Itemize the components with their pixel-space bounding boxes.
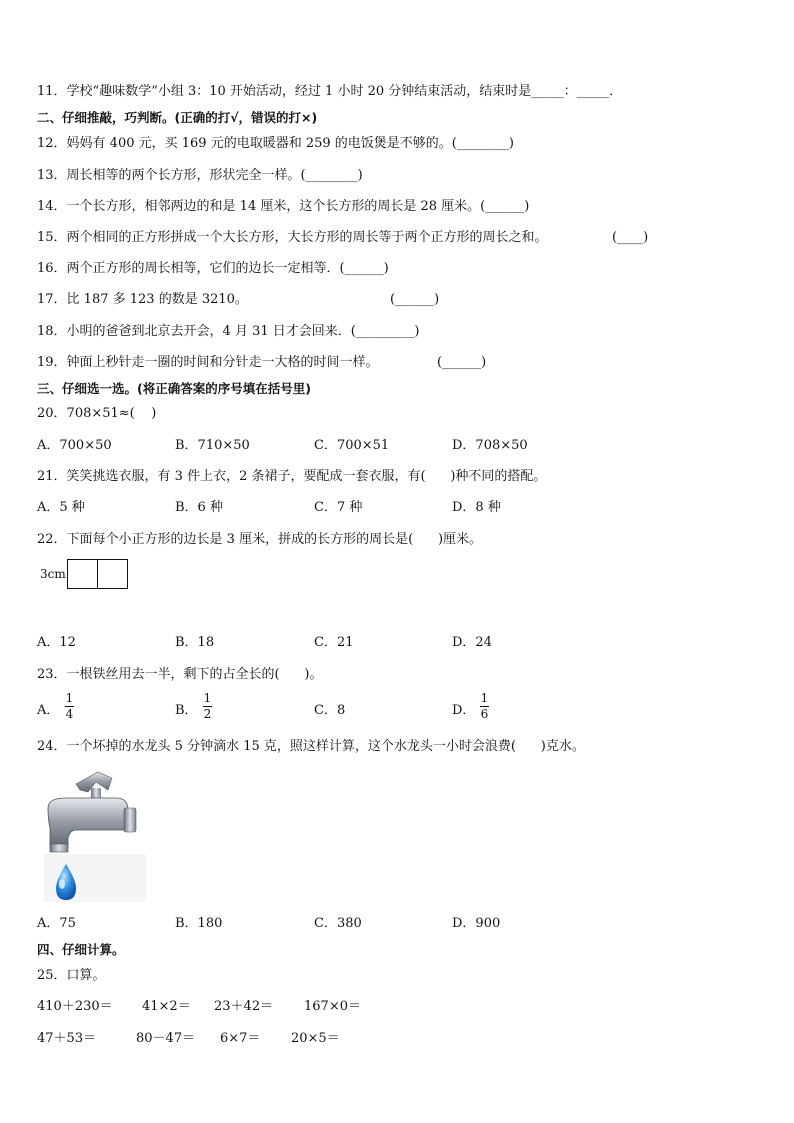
calc-item: 410＋230＝ [37,999,113,1014]
q23-option-b-prefix: B． [175,703,198,718]
question-24: 24．一个坏掉的水龙头 5 分钟滴水 15 克，照这样计算，这个水龙头一小时会浪费( )克水。 [37,739,585,754]
q24-option-b: B．180 [175,916,223,931]
q22-option-a: A．12 [37,635,76,650]
section-4-heading: 四、仔细计算。 [37,942,125,957]
calc-item: 41×2＝ [142,999,191,1014]
question-14: 14．一个长方形，相邻两边的和是 14 厘米，这个长方形的周长是 28 厘米。(______) [37,199,530,214]
q24-option-d: D．900 [452,916,501,931]
fraction-denominator: 4 [65,707,74,721]
q21-option-a: A．5 种 [37,500,85,515]
section-2-heading: 二、仔细推敲，巧判断。(正确的打√，错误的打×) [37,110,318,125]
fraction-numerator: 1 [203,691,212,705]
q21-option-c: C．7 种 [314,500,363,515]
calc-item: 167×0＝ [304,999,361,1014]
faucet-icon [36,768,146,908]
question-17: 17．比 187 多 123 的数是 3210。 [37,292,248,307]
fraction-numerator: 1 [480,691,489,705]
q21-option-b: B．6 种 [175,500,223,515]
question-16: 16．两个正方形的周长相等，它们的边长一定相等．(______) [37,261,389,276]
question-21: 21．笑笑挑选衣服，有 3 件上衣，2 条裙子，要配成一套衣服，有( )种不同的搭配。 [37,469,547,484]
q21-option-d: D．8 种 [452,500,501,515]
question-19: 19．钟面上秒针走一圈的时间和分针走一大格的时间一样。 [37,355,379,370]
question-22: 22．下面每个小正方形的边长是 3 厘米，拼成的长方形的周长是( )厘米。 [37,532,483,547]
fraction-denominator: 2 [203,707,212,721]
q22-option-c: C．21 [314,635,354,650]
q22-square-right [97,559,128,589]
q23-option-d-fraction [480,692,489,721]
q22-square-left [67,559,98,589]
q22-figure-label: 3cm [40,567,66,581]
question-11: 11．学校“趣味数学”小组 3：10 开始活动，经过 1 小时 20 分钟结束活动，结束时是_____：_____． [37,84,623,99]
q20-option-b: B．710×50 [175,438,250,453]
section-3-heading: 三、仔细选一选。(将正确答案的序号填在括号里) [37,381,311,396]
question-25: 25．口算。 [37,968,106,983]
q23-option-c: C．8 [314,703,346,718]
question-17-blank: (______) [390,292,440,307]
q22-option-d: D．24 [452,635,492,650]
question-20: 20．708×51≈( ) [37,406,157,421]
q22-option-b: B．18 [175,635,215,650]
question-18: 18．小明的爸爸到北京去开会，4 月 31 日才会回来．(_________) [37,324,420,339]
q20-option-d: D．708×50 [452,438,528,453]
q24-option-a: A．75 [37,916,76,931]
question-15-blank: (____) [612,230,649,245]
question-23: 23．一根铁丝用去一半，剩下的占全长的( )。 [37,667,323,682]
question-13: 13．周长相等的两个长方形，形状完全一样。(________) [37,168,363,183]
q23-option-d-prefix: D． [452,703,476,718]
fraction-numerator: 1 [65,691,74,705]
q23-option-a-fraction [65,692,74,721]
question-12: 12．妈妈有 400 元，买 169 元的电取暖器和 259 的电饭煲是不够的。(________) [37,136,514,151]
q23-option-a-prefix: A． [37,703,60,718]
q24-option-c: C．380 [314,916,362,931]
calc-item: 6×7＝ [220,1031,261,1046]
question-19-blank: (______) [437,355,487,370]
q20-option-c: C．700×51 [314,438,390,453]
q23-option-b-fraction [203,692,212,721]
calc-item: 23＋42＝ [214,999,274,1014]
calc-item: 20×5＝ [291,1031,340,1046]
calc-item: 47＋53＝ [37,1031,97,1046]
fraction-denominator: 6 [480,707,489,721]
q20-option-a: A．700×50 [37,438,112,453]
question-15: 15．两个相同的正方形拼成一个大长方形，大长方形的周长等于两个正方形的周长之和。 [37,230,548,245]
calc-item: 80－47＝ [136,1031,196,1046]
